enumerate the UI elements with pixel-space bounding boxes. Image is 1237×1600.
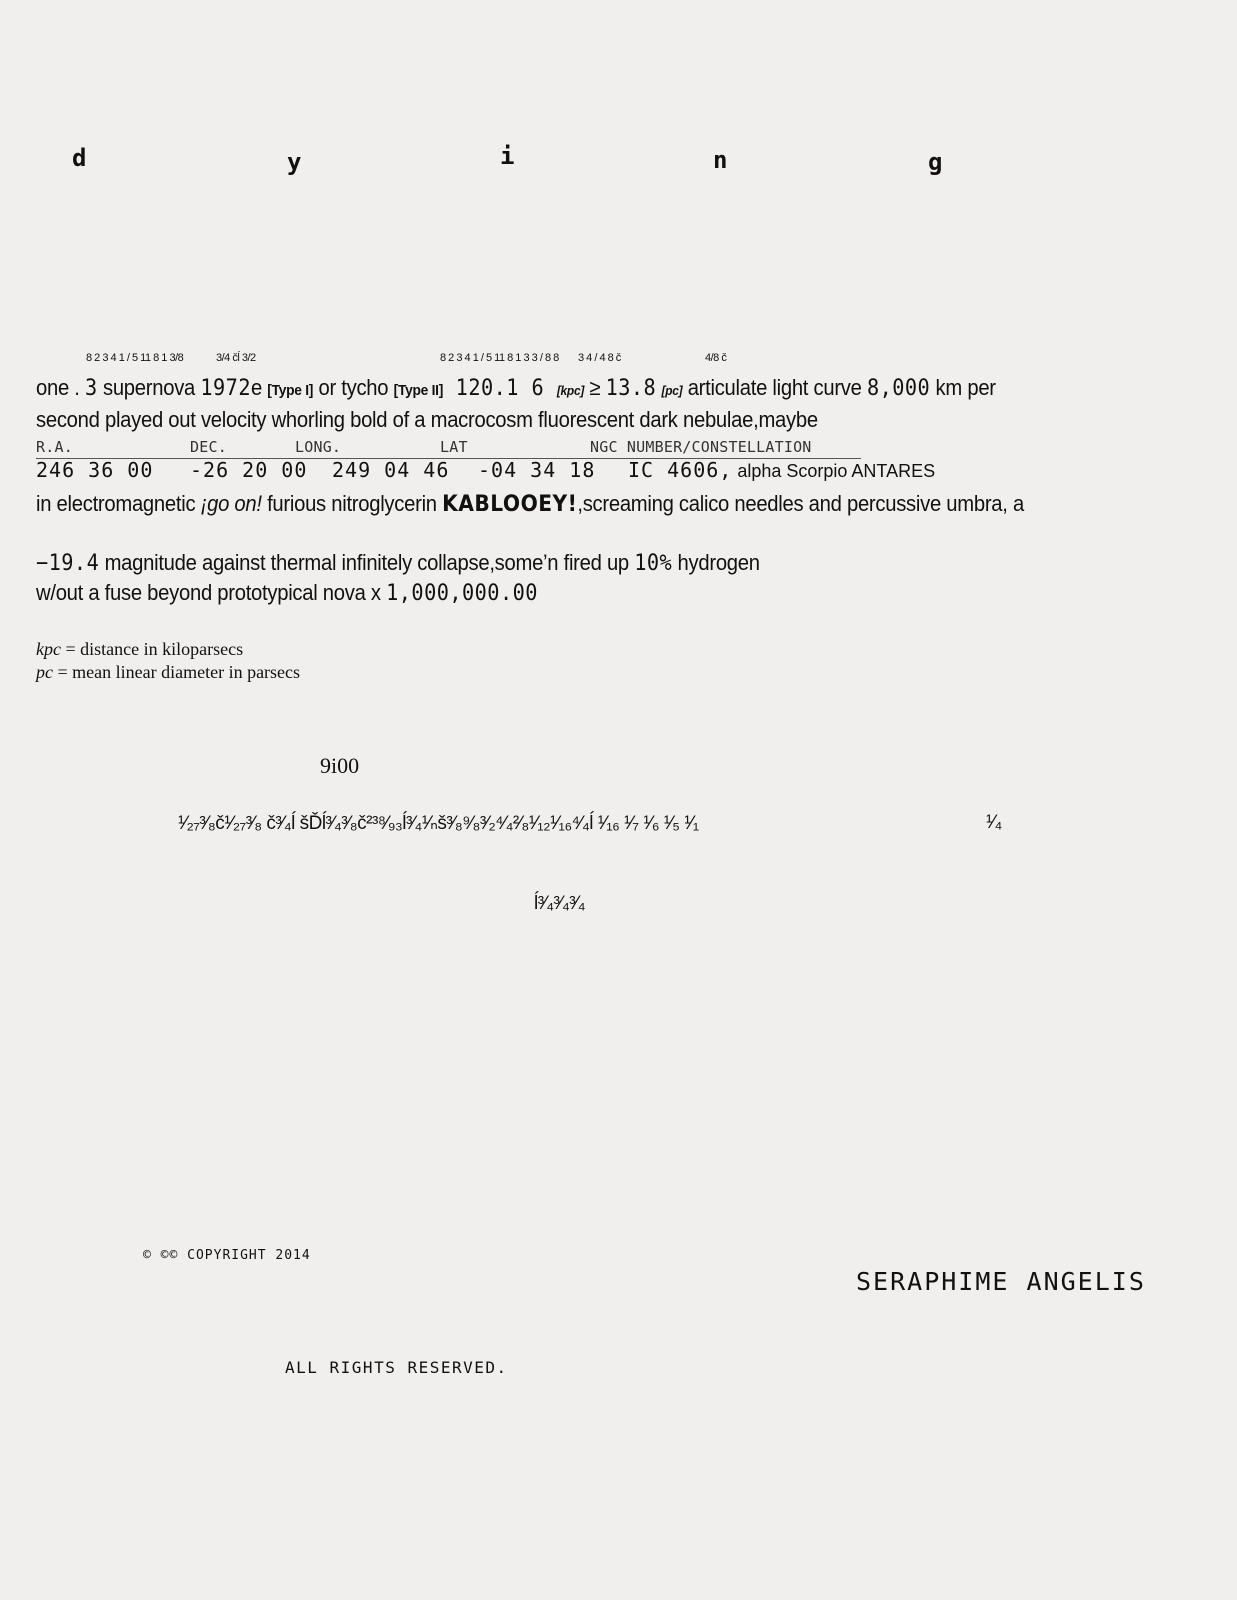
ngc-number: IC 4606, [628, 458, 733, 482]
legend-text: = mean linear diameter in parsecs [53, 662, 301, 682]
poem-line-3 [36, 488, 1024, 521]
coord-value-ra: 246 36 00 [36, 458, 154, 482]
poem-number: 1972 [200, 376, 251, 401]
type-ii-bracket: [Type II] [393, 382, 444, 399]
coord-header-ra: R.A. [36, 438, 73, 456]
fraction-group-1: 8 2 3 4 1 / 5 11 8 1 3/8 [86, 352, 184, 364]
poem-number: 8,000 [866, 376, 931, 401]
garbled-fraction-right: ¹⁄₄ [986, 812, 1002, 833]
title-letter-n: n [713, 146, 728, 174]
poem-text: or tycho [313, 375, 394, 400]
poem-line-4 [36, 547, 760, 580]
poem-line-2: second played out velocity whorling bold of a macrocosm fluorescent dark nebulae,maybe [36, 407, 818, 432]
coord-header-long: LONG. [295, 438, 342, 456]
coord-header-lat: LAT [440, 438, 468, 456]
poem-text: km per [930, 375, 996, 400]
coord-value-lat: -04 34 18 [478, 458, 596, 482]
magnitude-number: −19.4 [36, 551, 100, 576]
poem-number: 120.1 6 [443, 376, 557, 401]
coord-header-dec: DEC. [190, 438, 227, 456]
legend-text: = distance in kiloparsecs [60, 639, 244, 659]
copyright-notice: © ©© COPYRIGHT 2014 [143, 1248, 311, 1263]
type-i-bracket: [Type I] [267, 382, 314, 399]
poem-text: supernova [97, 375, 201, 400]
million-number: 1,000,000.00 [386, 581, 538, 606]
coord-value-ngc [628, 458, 935, 482]
poem-text: ≥ [584, 375, 606, 400]
garbled-fraction-small: ĺ³⁄₄³⁄₄³⁄₄ [534, 893, 585, 914]
legend-kpc [36, 638, 243, 661]
kpc-bracket: [kpc] [556, 383, 585, 398]
poem-number: 13.8 [605, 376, 657, 401]
poem-text: ,screaming calico needles and percussive umbra, a [577, 491, 1024, 516]
kablooey-word: KABLOOEY! [442, 492, 578, 517]
poem-text: magnitude against thermal infinitely collapse,some’n fired up [99, 550, 635, 575]
code-text: 9i00 [320, 753, 360, 778]
poem-line-5 [36, 577, 538, 610]
author-name: SERAPHIME ANGELIS [856, 1267, 1146, 1296]
coord-value-dec: -26 20 00 [190, 458, 308, 482]
fraction-group-5: 4/8 č [705, 352, 727, 364]
title-letter-d: d [72, 144, 87, 172]
poem-text: in electromagnetic [36, 491, 201, 516]
poem-text: w/out a fuse beyond prototypical nova x [36, 580, 387, 605]
fraction-group-4: 3 4 / 4 8 č [578, 352, 621, 364]
title-letter-y: y [287, 148, 302, 176]
legend-abbr: kpc [36, 639, 61, 659]
percent-number: 10% [634, 551, 673, 576]
fraction-group-2: 3/4 čĺ 3/2 [216, 352, 256, 364]
pc-bracket: [pc] [661, 383, 683, 398]
poem-text: e [250, 375, 268, 400]
poem-text: articulate light curve [682, 375, 867, 400]
go-on-italic: ¡go on! [200, 491, 262, 516]
legend-abbr: pc [36, 662, 53, 682]
poem-text: one . [36, 375, 85, 400]
poem-text: furious nitroglycerin [261, 491, 443, 516]
fraction-group-3: 8 2 3 4 1 / 5 11 8 1 3 3 / 8 8 [440, 352, 559, 364]
constellation-name: alpha Scorpio ANTARES [732, 461, 936, 481]
poem-text: hydrogen [672, 550, 760, 575]
legend-pc [36, 661, 300, 684]
poem-line-1 [36, 372, 996, 407]
coord-value-long: 249 04 46 [332, 458, 450, 482]
garbled-fraction-row: ¹⁄₂₇³⁄₈č¹⁄₂₇³⁄₈ č³⁄₄ĺ šĎĺ³⁄₄³⁄₈č²³⁸⁄₉₃ĺ³⁄₄¹⁄ₙš³⁄₈⁹⁄₈³⁄₂⁴⁄₄²⁄₈¹⁄₁₂¹⁄₁₆⁴⁄₄ĺ ¹⁄₁₆ ¹⁄₇ ¹⁄₆ ¹⁄₅ ¹⁄₁ [178, 813, 699, 834]
title-letter-i: i [500, 142, 515, 170]
poem-number: 3 [84, 376, 98, 401]
coord-header-ngc: NGC NUMBER/CONSTELLATION [590, 438, 812, 456]
rights-reserved: ALL RIGHTS RESERVED. [285, 1358, 508, 1377]
title-letter-g: g [928, 148, 943, 176]
